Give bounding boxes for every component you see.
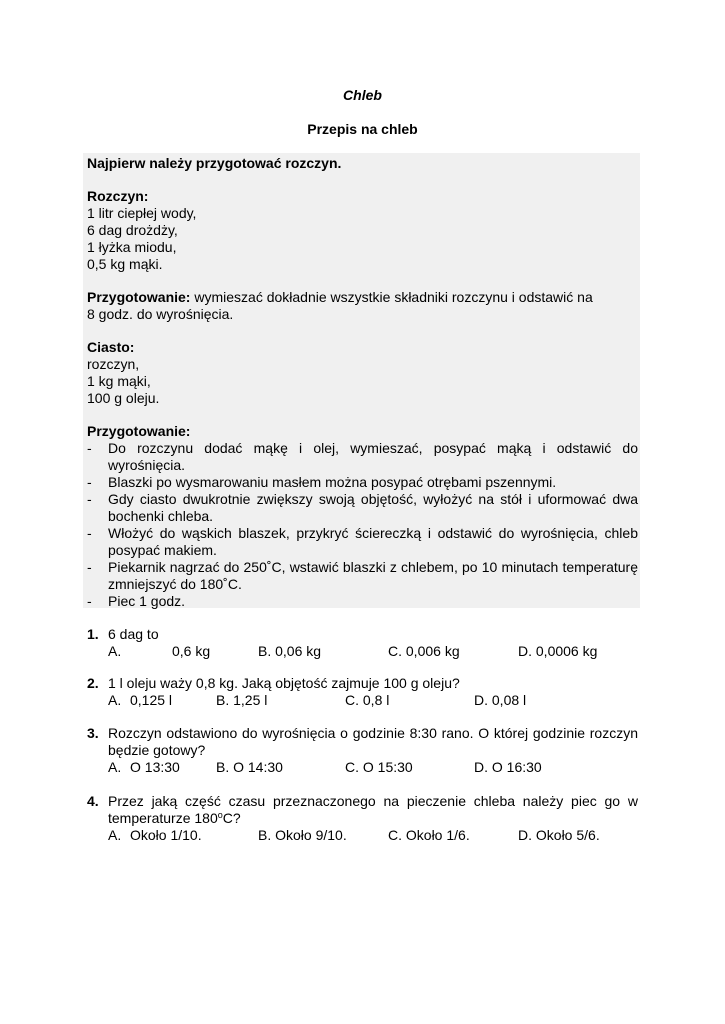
question-1 — [87, 626, 638, 643]
prep-step — [87, 474, 638, 491]
prep2-heading: Przygotowanie: — [87, 423, 191, 439]
option: D. 0,08 l — [474, 692, 527, 708]
question-number: 4. — [87, 793, 99, 809]
prep-step-text: Gdy ciasto dwukrotnie zwiększy swoją objętość, wyłożyć na stół i uformować dwa bochenki chleba. — [108, 491, 638, 524]
option: C. 0,8 l — [345, 692, 390, 708]
rozczyn-item: 0,5 kg mąki. — [87, 256, 163, 272]
bullet-dash: - — [87, 474, 92, 490]
recipe-subtitle: Przepis na chleb — [307, 121, 418, 137]
option: B. 0,06 kg — [258, 643, 322, 659]
option: 0,125 l — [130, 692, 173, 708]
option-letter: A. — [108, 643, 122, 659]
prep-step — [87, 559, 638, 593]
question-2 — [87, 675, 638, 692]
question-number: 1. — [87, 626, 99, 642]
prep1-paragraph — [87, 289, 593, 306]
option: C. Około 1/6. — [388, 827, 470, 843]
question-number: 2. — [87, 675, 99, 691]
degree-sup: o — [217, 810, 223, 820]
rozczyn-item: 1 litr ciepłej wody, — [87, 205, 197, 221]
question-text: 1 l oleju waży 0,8 kg. Jaką objętość zajmuje 100 g oleju? — [108, 675, 460, 691]
option: O 13:30 — [130, 759, 180, 775]
option: B. Około 9/10. — [258, 827, 347, 843]
prep1-text-cont: 8 godz. do wyrośnięcia. — [87, 306, 234, 322]
bullet-dash: - — [87, 559, 92, 575]
option: C. O 15:30 — [345, 759, 413, 775]
option-letter: A. — [108, 827, 122, 843]
option: Około 1/10. — [130, 827, 202, 843]
prep-step-text: Piekarnik nagrzać do 250˚C, wstawić blaszki z chlebem, po 10 minutach temperaturę zmniejszyć do 180˚C. — [108, 559, 638, 592]
rozczyn-item: 1 łyżka miodu, — [87, 239, 177, 255]
question-3 — [87, 725, 638, 759]
question-text-main: Przez jaką część czasu przeznaczonego na pieczenie chleba należy piec go w temperaturze 180 — [108, 793, 638, 826]
prep-step — [87, 525, 638, 559]
option: D. Około 5/6. — [518, 827, 600, 843]
question-text: Rozczyn odstawiono do wyrośnięcia o godzinie 8:30 rano. O której godzinie rozczyn będzie gotowy? — [108, 725, 638, 758]
ciasto-item: rozczyn, — [87, 356, 140, 372]
ciasto-item: 1 kg mąki, — [87, 373, 151, 389]
intro-text: Najpierw należy przygotować rozczyn. — [87, 155, 342, 171]
question-number: 3. — [87, 725, 99, 741]
document-title: Chleb — [343, 87, 382, 103]
option: 0,6 kg — [172, 643, 211, 659]
rozczyn-item: 6 dag drożdży, — [87, 222, 178, 238]
option: D. 0,0006 kg — [518, 643, 598, 659]
option: B. 1,25 l — [216, 692, 268, 708]
bullet-dash: - — [87, 593, 92, 609]
question-4 — [87, 793, 638, 827]
ciasto-item: 100 g oleju. — [87, 390, 160, 406]
bullet-dash: - — [87, 440, 92, 456]
prep-step-text: Do rozczynu dodać mąkę i olej, wymieszać, posypać mąką i odstawić do wyrośnięcia. — [108, 440, 638, 473]
bullet-dash: - — [87, 525, 92, 541]
option: D. O 16:30 — [474, 759, 542, 775]
option-letter: A. — [108, 692, 122, 708]
prep-step — [87, 491, 638, 525]
option: C. 0,006 kg — [388, 643, 460, 659]
prep-step-text: Piec 1 godz. — [108, 593, 186, 609]
option: B. O 14:30 — [216, 759, 283, 775]
question-text: 6 dag to — [108, 626, 159, 642]
ciasto-heading: Ciasto: — [87, 339, 135, 355]
prep-step-text: Blaszki po wysmarowaniu masłem można posypać otrębami pszennymi. — [108, 474, 557, 490]
bullet-dash: - — [87, 491, 92, 507]
prep1-text: wymieszać dokładnie wszystkie składniki rozczynu i odstawić na — [190, 289, 593, 305]
rozczyn-heading: Rozczyn: — [87, 188, 149, 204]
prep-step — [87, 593, 638, 610]
question-text-end: C? — [222, 810, 241, 826]
option-letter: A. — [108, 759, 122, 775]
question-text — [108, 793, 638, 827]
prep1-label: Przygotowanie: — [87, 289, 191, 305]
prep-step-text: Włożyć do wąskich blaszek, przykryć ściereczką i odstawić do wyrośnięcia, chleb posypać makiem. — [108, 525, 638, 558]
prep-step — [87, 440, 638, 474]
